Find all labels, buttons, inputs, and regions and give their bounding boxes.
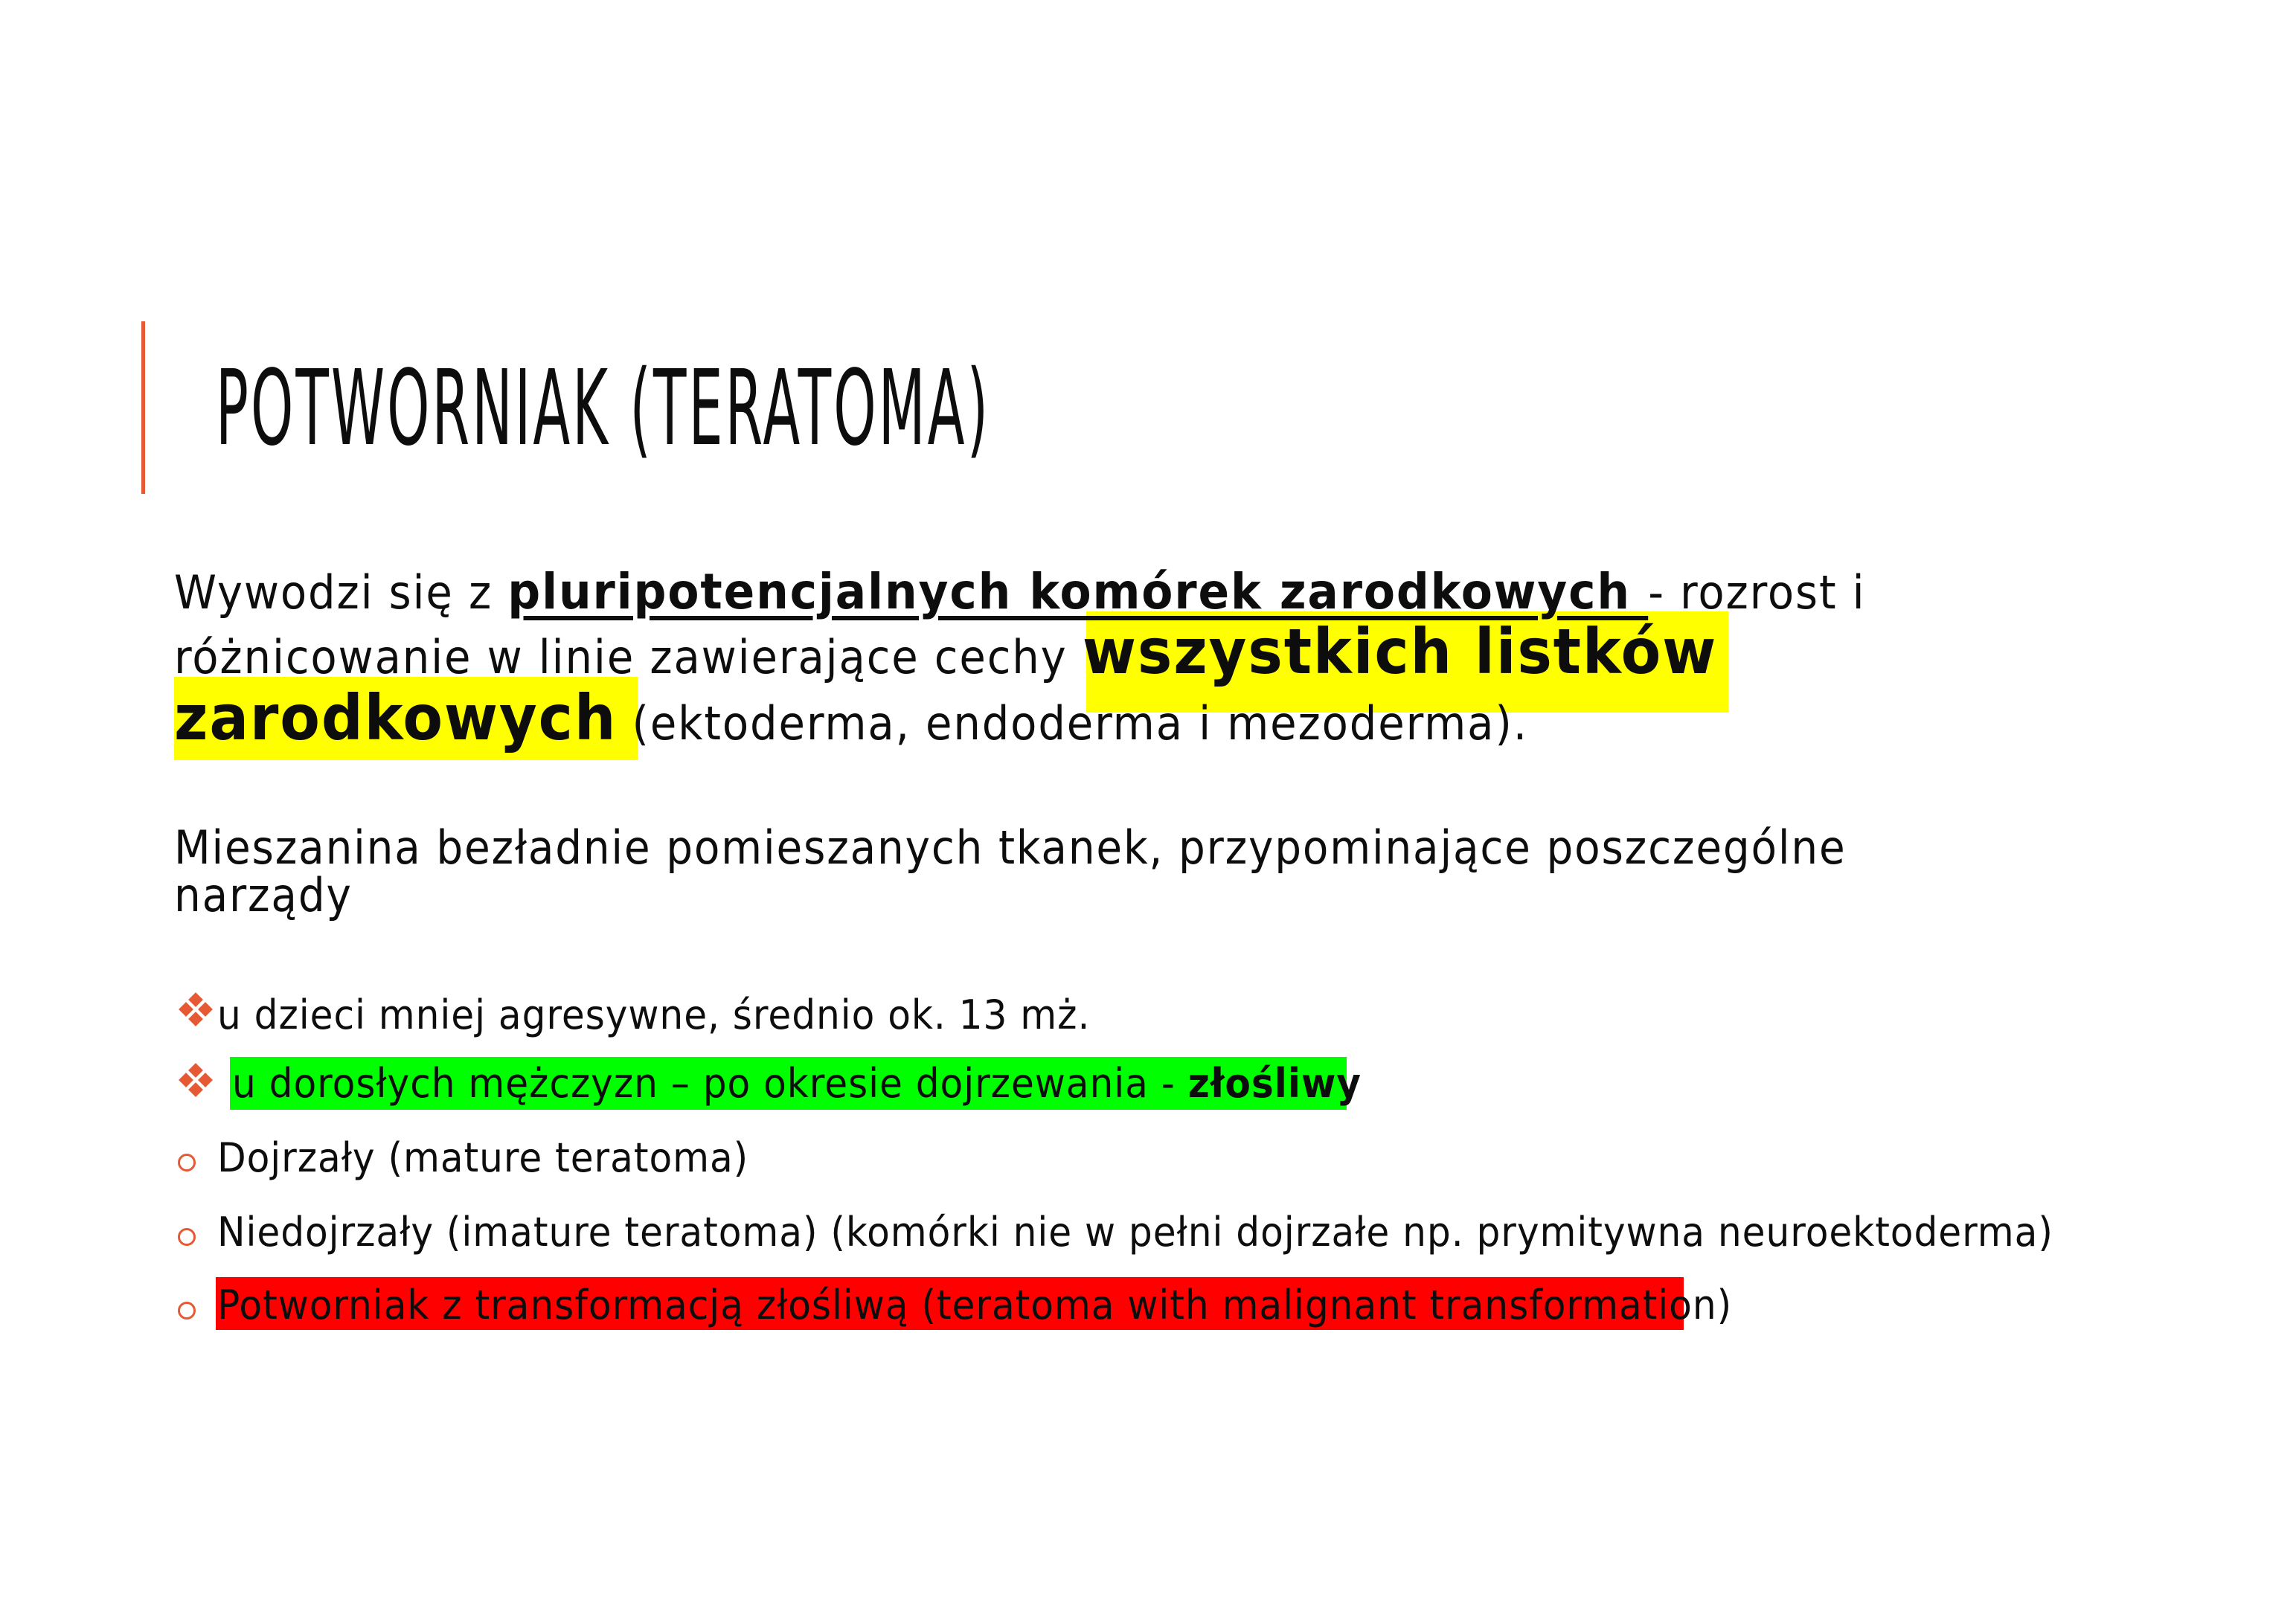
mixture-text-2: narządy	[174, 868, 353, 922]
mixture-text: Mieszanina bezładnie pomieszanych tkanek, przypominające poszczególne	[174, 820, 1847, 875]
intro-text: Wywodzi się z	[174, 565, 508, 620]
hollow-circle-icon	[178, 1154, 196, 1172]
hollow-circle-icon	[178, 1228, 196, 1246]
bullet-text: u dzieci mniej agresywne, średnio ok. 13 mż.	[217, 992, 1091, 1038]
four-diamonds-icon	[179, 1064, 213, 1098]
bullet-text: u dorosłych mężczyzn – po okresie dojrzewania -	[232, 1060, 1188, 1107]
bullet-text: Niedojrzały (imature teratoma) (komórki nie w pełni dojrzałe np. prymitywna neuroektoderma)	[217, 1209, 2053, 1256]
pluripotent-cells-term: pluripotencjalnych komórek zarodkowych	[507, 563, 1649, 620]
intro-text-suffix: - rozrost i	[1648, 565, 1866, 620]
mixture-line-2	[174, 866, 353, 925]
mixture-line-1	[174, 818, 1846, 878]
bullet-children	[217, 989, 1090, 1041]
intro-line-3	[174, 681, 1528, 754]
malignant-label: złośliwy	[1187, 1060, 1362, 1107]
intro-text-2: różnicowanie w linie zawierające cechy	[174, 630, 1083, 684]
bullet-mature	[217, 1132, 748, 1184]
bullet-immature	[217, 1206, 2053, 1259]
bullet-adult-men	[232, 1058, 1362, 1110]
hollow-circle-icon	[178, 1302, 196, 1320]
four-diamonds-icon	[179, 993, 213, 1027]
bullet-text: Dojrzały (mature teratoma)	[217, 1134, 749, 1181]
germ-term: zarodkowych	[174, 681, 618, 754]
bullet-malignant-transformation	[217, 1279, 1732, 1331]
bullet-text: Potworniak z transformacją złośliwą (teratoma with malignant transformation)	[217, 1282, 1733, 1328]
all-germ-layers-term: wszystkich listków	[1082, 615, 1718, 688]
intro-line-1	[174, 562, 1866, 623]
intro-line-2	[174, 615, 1724, 688]
slide-title: POTWORNIAK (TERATOMA)	[216, 348, 991, 469]
germ-layers-list: (ektoderma, endoderma i mezoderma).	[617, 696, 1528, 751]
title-accent-bar	[141, 321, 145, 494]
